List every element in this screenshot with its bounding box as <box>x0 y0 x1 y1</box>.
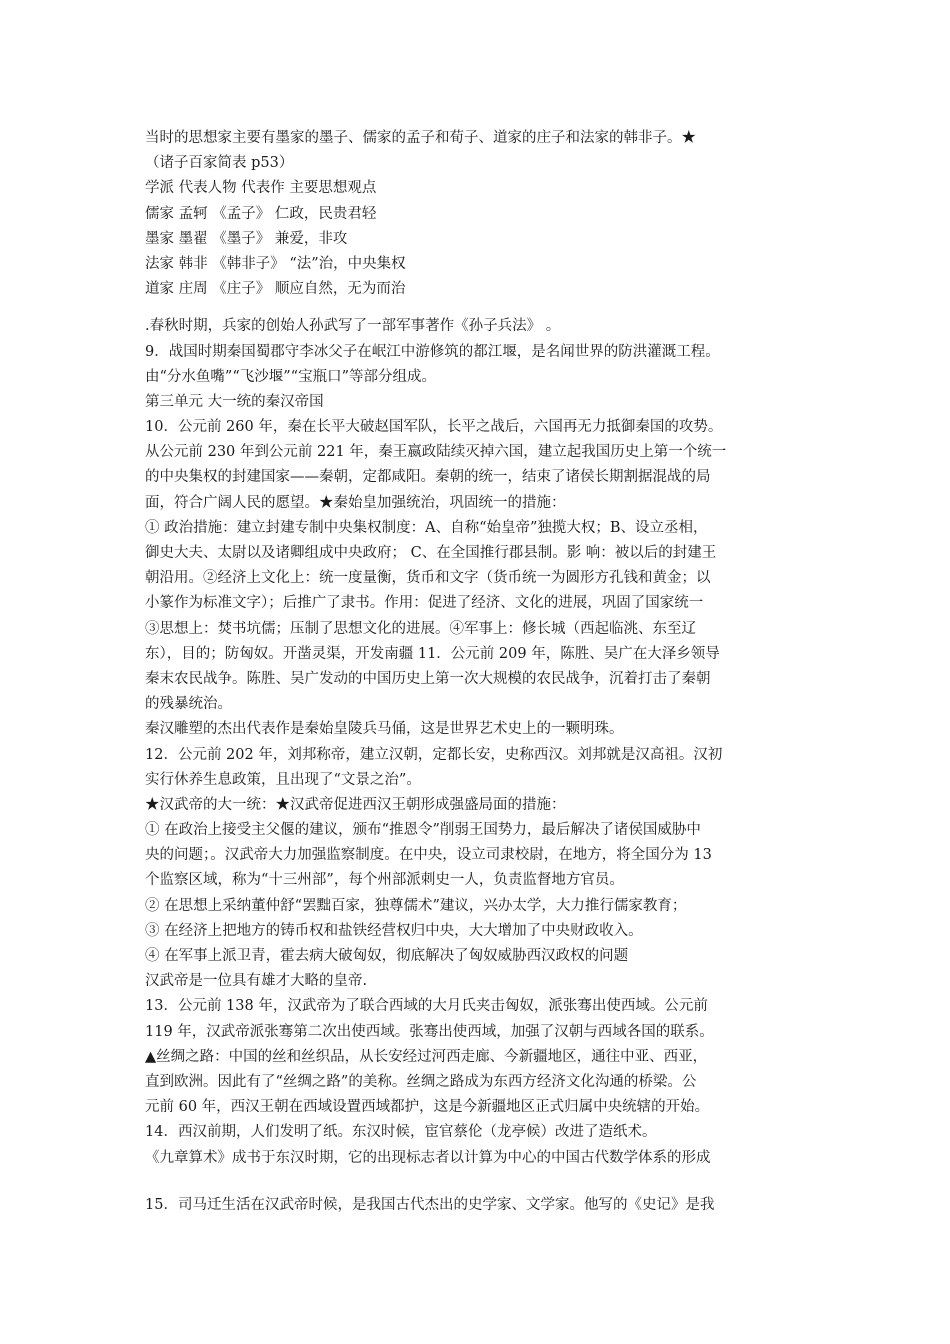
text-line: ▲丝绸之路：中国的丝和丝织品，从长安经过河西走廊、今新疆地区，通往中亚、西亚， <box>145 1048 708 1065</box>
text-line: 的残暴统治。 <box>145 696 232 713</box>
text-line: 央的问题；。汉武帝大力加强监察制度。在中央，设立司隶校尉，在地方，将全国分为 13 <box>145 847 712 864</box>
text-line: 《九章算术》成书于东汉时期，它的出现标志者以计算为中心的中国古代数学体系的形成 <box>145 1149 711 1166</box>
text-line: 12．公元前 202 年，刘邦称帝，建立汉朝，定都长安，史称西汉。刘邦就是汉高祖。汉初 <box>145 746 723 763</box>
text-line: 第三单元 大一统的秦汉帝国 <box>145 393 324 410</box>
text-line: 东），目的；防匈奴。开凿灵渠，开发南疆 11．公元前 209 年，陈胜、吴广在大泽乡领导 <box>145 645 720 662</box>
text-line: 9．战国时期秦国蜀郡守李冰父子在岷江中游修筑的都江堰，是名闻世界的防洪灌溉工程。 <box>145 343 720 360</box>
text-line: ★汉武帝的大一统：★汉武帝促进西汉王朝形成强盛局面的措施： <box>145 796 566 813</box>
text-line: ③思想上：焚书坑儒；压制了思想文化的进展。④军事上：修长城（西起临洮、东至辽 <box>145 620 696 637</box>
text-line: 10．公元前 260 年，秦在长平大破赵国军队，长平之战后，六国再无力抵御秦国的攻势。 <box>145 419 723 436</box>
text-block-qin-han <box>145 314 817 1170</box>
text-line: 由“分水鱼嘴”“飞沙堰”“宝瓶口”等部分组成。 <box>145 368 436 385</box>
text-line: 直到欧洲。因此有了“丝绸之路”的美称。丝绸之路成为东西方经济文化沟通的桥梁。公 <box>145 1073 697 1090</box>
text-line: 从公元前 230 年到公元前 221 年，秦王嬴政陆续灭掉六国，建立起我国历史上第一个统一 <box>145 444 727 461</box>
text-line: ④ 在军事上派卫青，霍去病大破匈奴，彻底解决了匈奴威胁西汉政权的问题 <box>145 948 629 964</box>
text-line: 13．公元前 138 年，汉武帝为了联合西域的大月氏夹击匈奴，派张骞出使西域。公元前 <box>145 998 708 1015</box>
text-line: 朝沿用。②经济上文化上：统一度量衡，货币和文字（货币统一为圆形方孔钱和黄金；以 <box>145 570 711 587</box>
text-line: 15．司马迁生活在汉武帝时候，是我国古代杰出的史学家、文学家。他写的《史记》是我 <box>145 1196 715 1213</box>
text-block-sima-qian <box>145 1193 817 1218</box>
text-line: ① 政治措施：建立封建专制中央集权制度：A、自称“始皇帝”独揽大权；B、设立丞相， <box>145 519 708 536</box>
text-line: 小篆作为标准文字）；后推广了隶书。作用：促进了经济、文化的进展，巩固了国家统一 <box>145 595 704 612</box>
text-line: 御史大夫、太尉以及诸卿组成中央政府； C、在全国推行郡县制。影 响：被以后的封建王 <box>145 545 717 561</box>
text-block-philosophers <box>145 126 817 302</box>
text-line: （诸子百家简表 p53） <box>145 155 294 172</box>
text-line: 14．西汉前期，人们发明了纸。东汉时候，宦官蔡伦（龙亭候）改进了造纸术。 <box>145 1124 657 1141</box>
text-line: 法家 韩非 《韩非子》 “法”治，中央集权 <box>145 255 406 272</box>
text-line: 的中央集权的封建国家——秦朝，定都咸阳。秦朝的统一，结束了诸侯长期割据混战的局 <box>145 469 711 486</box>
text-line: 道家 庄周 《庄子》 顺应自然，无为而治 <box>145 281 406 298</box>
paragraph-gap <box>145 302 817 314</box>
text-line: ② 在思想上采纳董仲舒“罢黜百家，独尊儒术”建议，兴办太学，大力推行儒家教育； <box>145 897 687 914</box>
text-line: 秦汉雕塑的杰出代表作是秦始皇陵兵马俑，这是世界艺术史上的一颗明珠。 <box>145 721 624 738</box>
paragraph-gap <box>145 1171 817 1193</box>
text-line: 汉武帝是一位具有雄才大略的皇帝. <box>145 973 368 990</box>
text-line: 学派 代表人物 代表作 主要思想观点 <box>145 180 377 197</box>
text-line: 秦末农民战争。陈胜、吴广发动的中国历史上第一次大规模的农民战争，沉着打击了秦朝 <box>145 670 711 687</box>
text-line: 儒家 孟轲 《孟子》 仁政，民贵君轻 <box>145 205 377 222</box>
text-line: ① 在政治上接受主父偃的建议，颁布“推恩令”削弱王国势力，最后解决了诸侯国威胁中 <box>145 822 701 839</box>
text-line: 面，符合广阔人民的愿望。★秦始皇加强统治，巩固统一的措施： <box>145 494 566 511</box>
text-line: 个监察区域，称为“十三州部”，每个州部派刺史一人，负责监督地方官员。 <box>145 872 624 889</box>
text-line: 119 年，汉武帝派张骞第二次出使西域。张骞出使西域，加强了汉朝与西域各国的联系。 <box>145 1023 714 1040</box>
document-page <box>145 126 817 1218</box>
text-line: 实行休养生息政策，且出现了“文景之治”。 <box>145 771 421 788</box>
text-line: 当时的思想家主要有墨家的墨子、儒家的孟子和荀子、道家的庄子和法家的韩非子。★ <box>145 130 696 146</box>
text-line: 墨家 墨翟 《墨子》 兼爱，非攻 <box>145 230 348 247</box>
text-line: 元前 60 年，西汉王朝在西域设置西域都护，这是今新疆地区正式归属中央统辖的开始。 <box>145 1099 710 1116</box>
text-line: .春秋时期，兵家的创始人孙武写了一部军事著作《孙子兵法》 。 <box>145 318 561 335</box>
text-line: ③ 在经济上把地方的铸币权和盐铁经营权归中央，大大增加了中央财政收入。 <box>145 922 643 939</box>
